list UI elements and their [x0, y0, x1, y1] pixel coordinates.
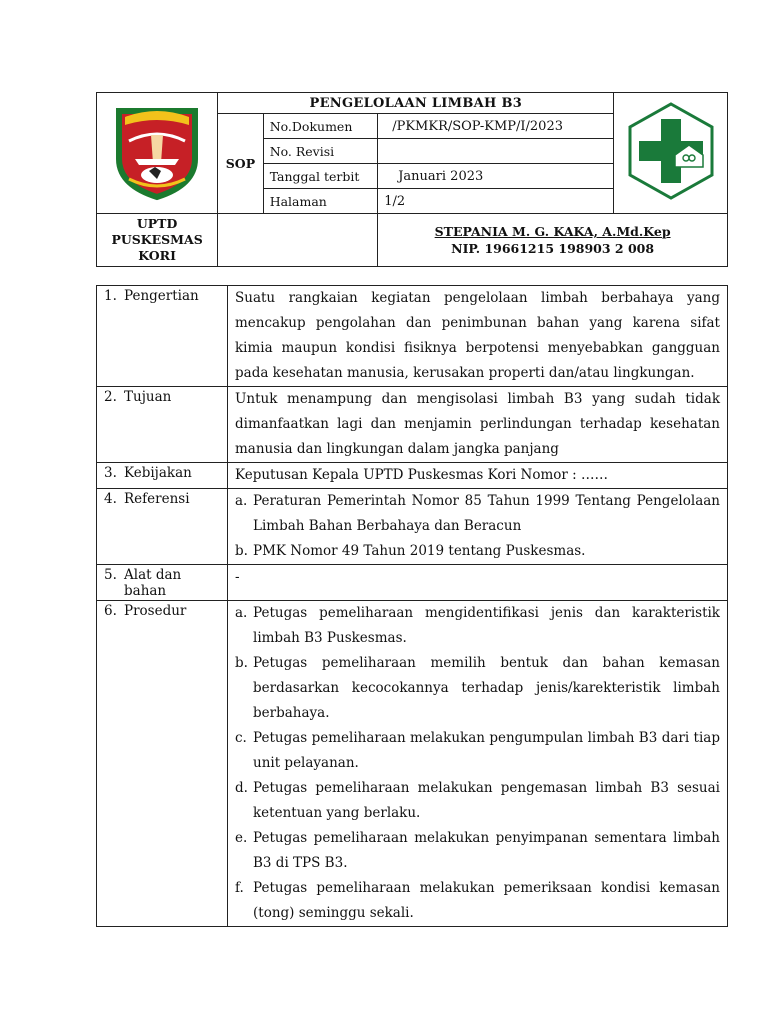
section-number: 3.	[104, 465, 117, 481]
section-row-prosedur	[97, 601, 728, 927]
institution-line-2: PUSKESMAS	[111, 232, 203, 247]
field-value-halaman: 1/2	[378, 189, 614, 214]
section-row-kebijakan	[97, 463, 728, 489]
section-number: 1.	[104, 288, 117, 304]
section-title: Alat dan bahan	[124, 567, 182, 599]
list-item: d. Petugas pemeliharaan melakukan pengemasan limbah B3 sesuai ketentuan yang berlaku.	[235, 780, 720, 821]
document-title: PENGELOLAAN LIMBAH B3	[218, 93, 614, 114]
sop-label: SOP	[218, 114, 263, 214]
section-title: Pengertian	[124, 288, 199, 304]
field-label-no-dokumen: No.Dokumen	[263, 114, 378, 139]
section-label-prosedur	[97, 601, 228, 927]
signatory-nip: NIP. 19661215 198903 2 008	[451, 241, 655, 256]
field-value-no-dokumen: /PKMKR/SOP-KMP/I/2023	[378, 114, 614, 139]
puskesmas-cross-logo-icon	[627, 101, 715, 201]
list-item: b. Petugas pemeliharaan memilih bentuk dan bahan kemasan berdasarkan kecocokannya terhadap jenis/karekteristik limbah berbahaya.	[235, 655, 720, 721]
sop-body-table	[96, 285, 728, 927]
section-content-tujuan: Untuk menampung dan mengisolasi limbah B3 yang sudah tidak dimanfaatkan lagi dan menjamin perlindungan terhadap kesehatan manusia dan lingkungan dalam jangka panjang	[228, 387, 728, 463]
section-row-alat-dan-bahan	[97, 565, 728, 601]
section-content-alat-dan-bahan: -	[228, 565, 728, 601]
signatory-block	[378, 214, 728, 267]
empty-cell	[218, 214, 378, 267]
list-item: f. Petugas pemeliharaan melakukan pemeriksaan kondisi kemasan (tong) seminggu sekali.	[235, 880, 720, 921]
institution-line-3: KORI	[138, 248, 176, 263]
list-item: b. PMK Nomor 49 Tahun 2019 tentang Puskesmas.	[235, 543, 586, 559]
field-label-halaman: Halaman	[263, 189, 378, 214]
procedure-list	[235, 601, 720, 926]
section-number: 6.	[104, 603, 117, 619]
list-item: c. Petugas pemeliharaan melakukan pengumpulan limbah B3 dari tiap unit pelayanan.	[235, 730, 720, 771]
section-content-referensi	[228, 489, 728, 565]
section-title: Referensi	[124, 491, 190, 507]
regional-government-emblem-icon	[111, 101, 203, 201]
section-content-prosedur	[228, 601, 728, 927]
reference-list	[235, 489, 720, 564]
section-label-tujuan	[97, 387, 228, 463]
section-label-kebijakan	[97, 463, 228, 489]
section-number: 2.	[104, 389, 117, 405]
field-label-no-revisi: No. Revisi	[263, 139, 378, 164]
section-title: Prosedur	[124, 603, 187, 619]
field-label-tanggal-terbit: Tanggal terbit	[263, 164, 378, 189]
section-number: 5.	[104, 567, 117, 583]
section-title: Tujuan	[124, 389, 172, 405]
section-number: 4.	[104, 491, 117, 507]
sop-header-table	[96, 92, 728, 267]
section-title: Kebijakan	[124, 465, 192, 481]
list-item: a. Peraturan Pemerintah Nomor 85 Tahun 1999 Tentang Pengelolaan Limbah Bahan Berbahaya dan Beracun	[235, 493, 720, 534]
field-value-tanggal-terbit: Januari 2023	[378, 164, 614, 189]
right-logo-cell	[614, 93, 728, 214]
signatory-name: STEPANIA M. G. KAKA, A.Md.Kep	[434, 224, 671, 239]
section-row-referensi	[97, 489, 728, 565]
list-item: e. Petugas pemeliharaan melakukan penyimpanan sementara limbah B3 di TPS B3.	[235, 830, 720, 871]
section-content-kebijakan: Keputusan Kepala UPTD Puskesmas Kori Nomor : ……	[228, 463, 728, 489]
section-label-referensi	[97, 489, 228, 565]
section-row-pengertian	[97, 286, 728, 387]
section-content-pengertian: Suatu rangkaian kegiatan pengelolaan limbah berbahaya yang mencakup pengolahan dan penimbunan bahan yang karena sifat kimia maupun kondisi fisiknya berpotensi menyebabkan gangguan pada kesehatan manusia, kerusakan properti dan/atau lingkungan.	[228, 286, 728, 387]
section-label-pengertian	[97, 286, 228, 387]
institution-name	[97, 214, 218, 267]
field-value-no-revisi	[378, 139, 614, 164]
section-label-alat-dan-bahan	[97, 565, 228, 601]
left-logo-cell	[97, 93, 218, 214]
section-row-tujuan	[97, 387, 728, 463]
list-item: a. Petugas pemeliharaan mengidentifikasi jenis dan karakteristik limbah B3 Puskesmas.	[235, 605, 720, 646]
institution-line-1: UPTD	[136, 216, 178, 231]
